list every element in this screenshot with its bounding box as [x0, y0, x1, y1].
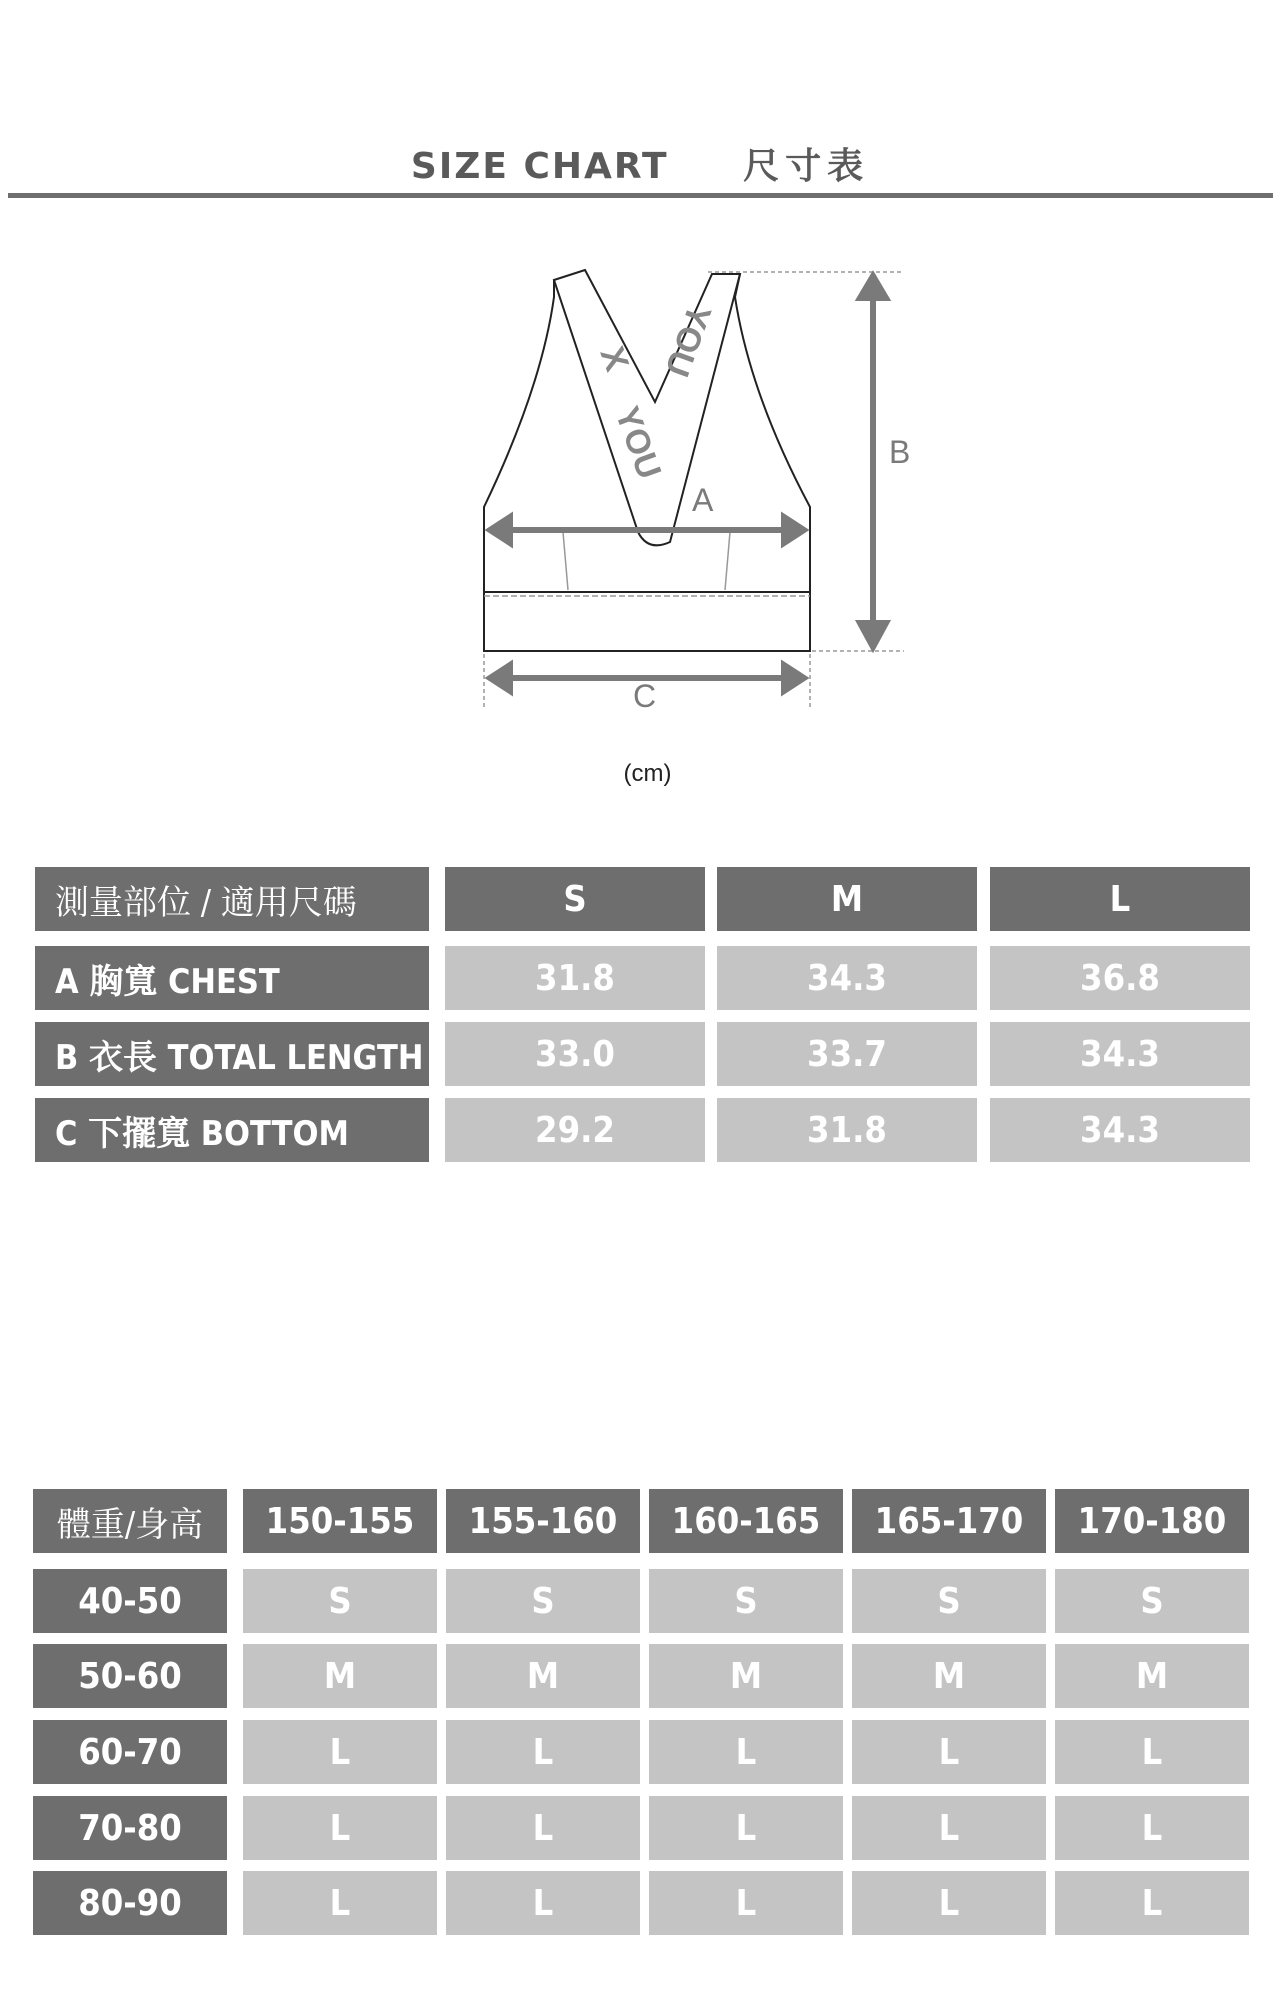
fit-cell: L [243, 1720, 437, 1784]
table-cell: 33.0 [445, 1022, 705, 1086]
height-header: 165-170 [852, 1489, 1046, 1553]
fit-cell: S [243, 1569, 437, 1633]
height-header: 160-165 [649, 1489, 843, 1553]
fit-cell: M [243, 1644, 437, 1708]
table-cell: 34.3 [717, 946, 977, 1010]
fit-cell: S [649, 1569, 843, 1633]
size-header-m: M [717, 867, 977, 931]
fit-cell: L [852, 1796, 1046, 1860]
fit-cell: L [446, 1871, 640, 1935]
fit-cell: L [243, 1796, 437, 1860]
size-header-l: L [990, 867, 1250, 931]
height-header: 170-180 [1055, 1489, 1249, 1553]
label-b: B [889, 434, 911, 470]
garment-diagram [440, 262, 940, 712]
fit-header-label: 體重/身高 [33, 1489, 227, 1553]
label-a: A [692, 482, 714, 518]
weight-label: 40-50 [33, 1569, 227, 1633]
fit-cell: L [243, 1871, 437, 1935]
fit-cell: L [649, 1796, 843, 1860]
table-cell: 31.8 [445, 946, 705, 1010]
fit-cell: M [446, 1644, 640, 1708]
fit-cell: L [1055, 1720, 1249, 1784]
measure-header-label: 測量部位 / 適用尺碼 [35, 867, 429, 931]
svg-text:YOU: YOU [657, 299, 719, 382]
table-cell: 29.2 [445, 1098, 705, 1162]
fit-cell: L [852, 1720, 1046, 1784]
svg-text:YOU: YOU [607, 401, 669, 484]
fit-cell: L [649, 1720, 843, 1784]
table-cell: 33.7 [717, 1022, 977, 1086]
fit-cell: S [1055, 1569, 1249, 1633]
fit-cell: M [649, 1644, 843, 1708]
size-header-s: S [445, 867, 705, 931]
fit-cell: L [1055, 1871, 1249, 1935]
table-cell: 31.8 [717, 1098, 977, 1162]
table-cell: 34.3 [990, 1022, 1250, 1086]
weight-label: 50-60 [33, 1644, 227, 1708]
fit-cell: L [446, 1720, 640, 1784]
fit-cell: M [852, 1644, 1046, 1708]
unit-label: (cm) [623, 760, 672, 787]
row-label-bottom: C 下擺寬 BOTTOM [35, 1098, 429, 1162]
title-chinese: 尺寸表 [743, 146, 870, 187]
weight-label: 80-90 [33, 1871, 227, 1935]
row-label-chest: A 胸寬 CHEST [35, 946, 429, 1010]
fit-cell: S [852, 1569, 1046, 1633]
fit-cell: L [1055, 1796, 1249, 1860]
height-header: 150-155 [243, 1489, 437, 1553]
weight-label: 60-70 [33, 1720, 227, 1784]
row-label-total-length: B 衣長 TOTAL LENGTH [35, 1022, 429, 1086]
table-cell: 36.8 [990, 946, 1250, 1010]
table-cell: 34.3 [990, 1098, 1250, 1162]
fit-cell: L [852, 1871, 1046, 1935]
fit-cell: S [446, 1569, 640, 1633]
fit-cell: L [649, 1871, 843, 1935]
svg-text:X: X [592, 341, 636, 377]
height-header: 155-160 [446, 1489, 640, 1553]
fit-cell: M [1055, 1644, 1249, 1708]
fit-cell: L [446, 1796, 640, 1860]
title-divider [8, 193, 1273, 198]
weight-label: 70-80 [33, 1796, 227, 1860]
page-title [0, 138, 1280, 189]
label-c: C [633, 678, 657, 714]
title-english: SIZE CHART [410, 146, 669, 187]
